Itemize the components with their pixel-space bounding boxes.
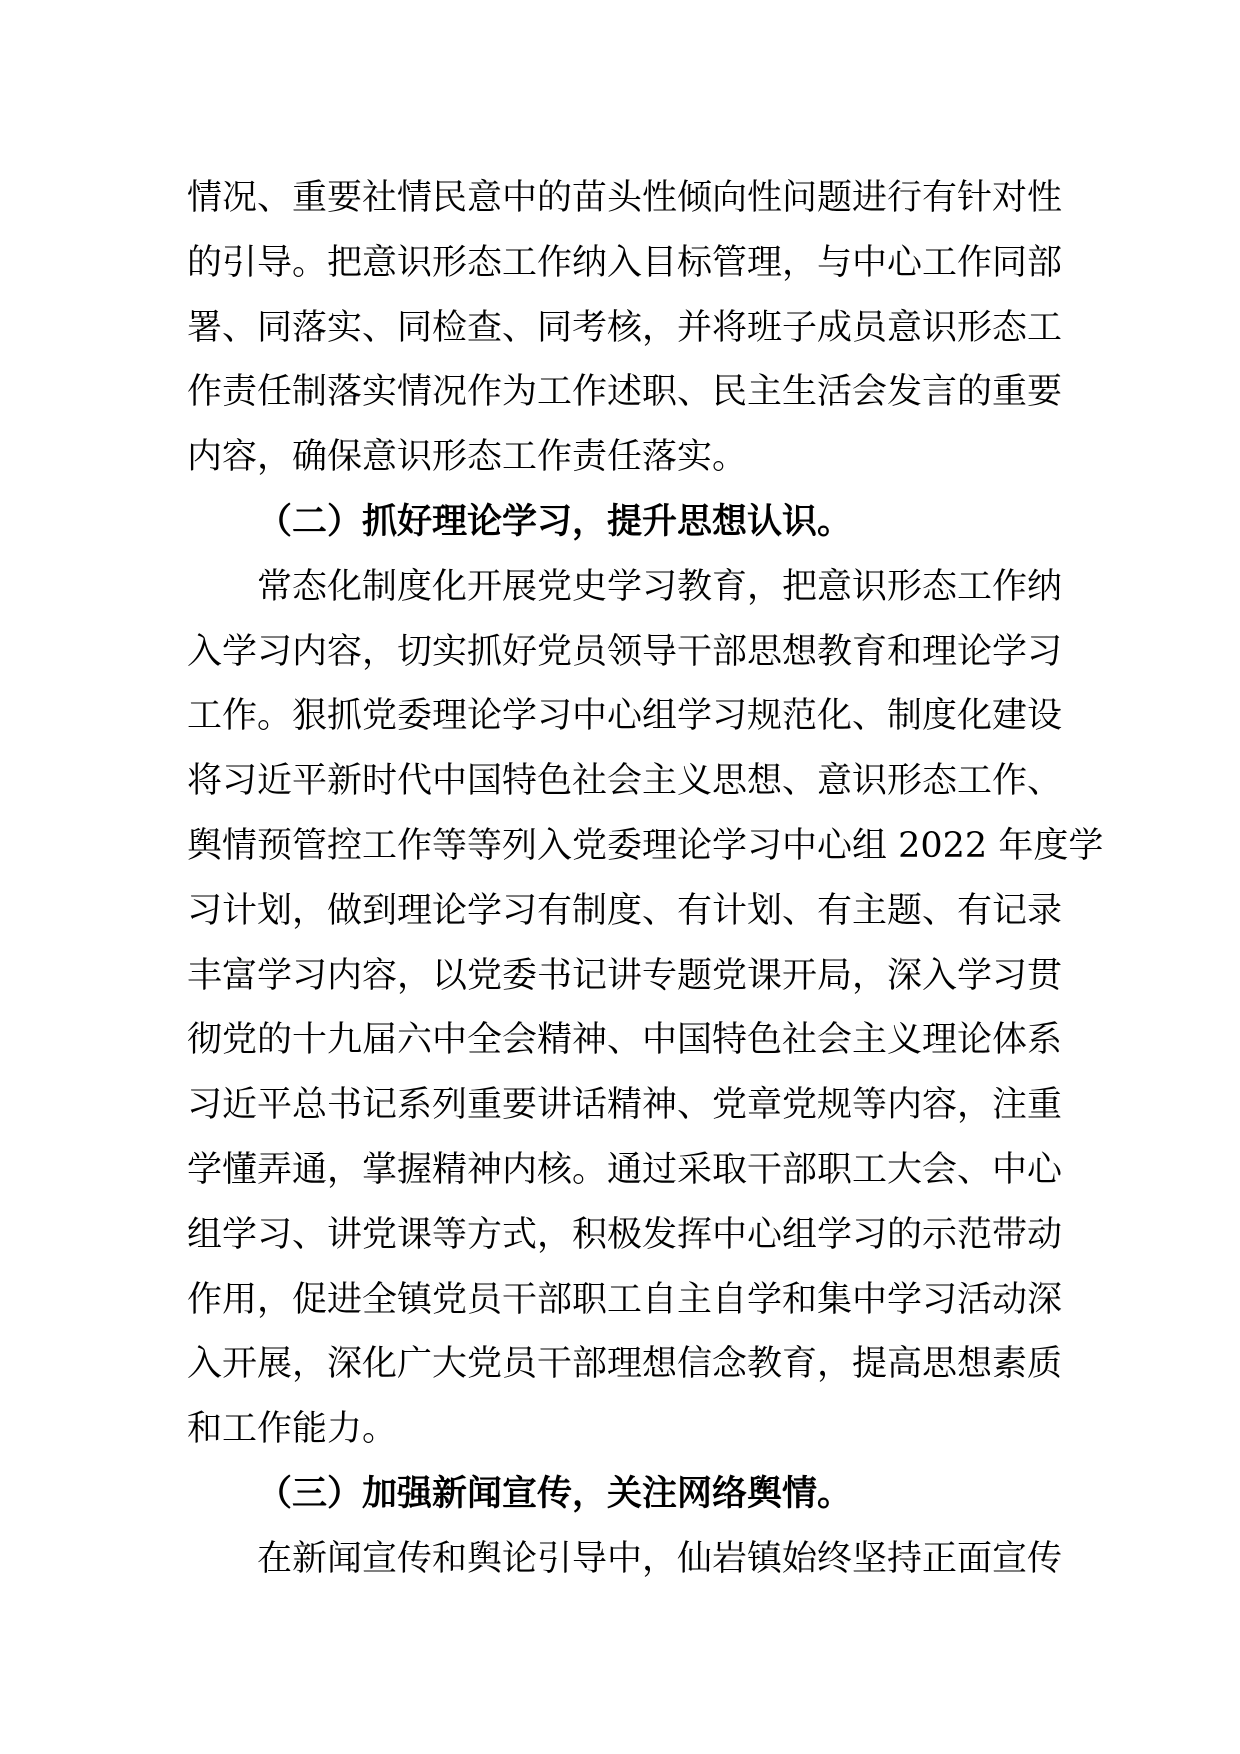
- document-body: [187, 166, 1104, 1592]
- text-line: 组学习、讲党课等方式，积极发挥中心组学习的示范带动: [187, 1214, 1063, 1255]
- text-line: 彻党的十九届六中全会精神、中国特色社会主义理论体系: [187, 1020, 1063, 1061]
- text-line: 舆情预管控工作等等列入党委理论学习中心组 2022 年度学: [187, 825, 1104, 866]
- text-line: 工作。狠抓党委理论学习中心组学习规范化、制度化建设: [187, 696, 1063, 737]
- text-line: 将习近平新时代中国特色社会主义思想、意识形态工作、: [187, 761, 1063, 802]
- text-line: 学懂弄通，掌握精神内核。通过采取干部职工大会、中心: [187, 1149, 1063, 1190]
- text-line: 署、同落实、同检查、同考核，并将班子成员意识形态工: [187, 307, 1063, 348]
- text-line: 作用，促进全镇党员干部职工自主自学和集中学习活动深: [187, 1279, 1063, 1320]
- text-line: 习计划，做到理论学习有制度、有计划、有主题、有记录: [187, 890, 1063, 931]
- text-line: 的引导。把意识形态工作纳入目标管理，与中心工作同部: [187, 242, 1063, 283]
- text-line: 丰富学习内容，以党委书记讲专题党课开局，深入学习贯: [187, 955, 1063, 996]
- text-line: 和工作能力。: [187, 1409, 398, 1450]
- text-line: 在新闻宣传和舆论引导中，仙岩镇始终坚持正面宣传: [257, 1538, 1063, 1579]
- text-line: 入开展，深化广大党员干部理想信念教育，提高思想素质: [187, 1344, 1063, 1385]
- text-line: 入学习内容，切实抓好党员领导干部思想教育和理论学习: [187, 631, 1063, 672]
- text-line: 常态化制度化开展党史学习教育，把意识形态工作纳: [257, 566, 1063, 607]
- section-heading: （三）加强新闻宣传，关注网络舆情。: [257, 1473, 853, 1514]
- text-line: 作责任制落实情况作为工作述职、民主生活会发言的重要: [187, 372, 1063, 413]
- text-line: 内容，确保意识形态工作责任落实。: [187, 437, 748, 478]
- section-heading: （二）抓好理论学习，提升思想认识。: [257, 501, 853, 542]
- text-line: 习近平总书记系列重要讲话精神、党章党规等内容，注重: [187, 1085, 1063, 1126]
- text-line: 情况、重要社情民意中的苗头性倾向性问题进行有针对性: [187, 178, 1063, 218]
